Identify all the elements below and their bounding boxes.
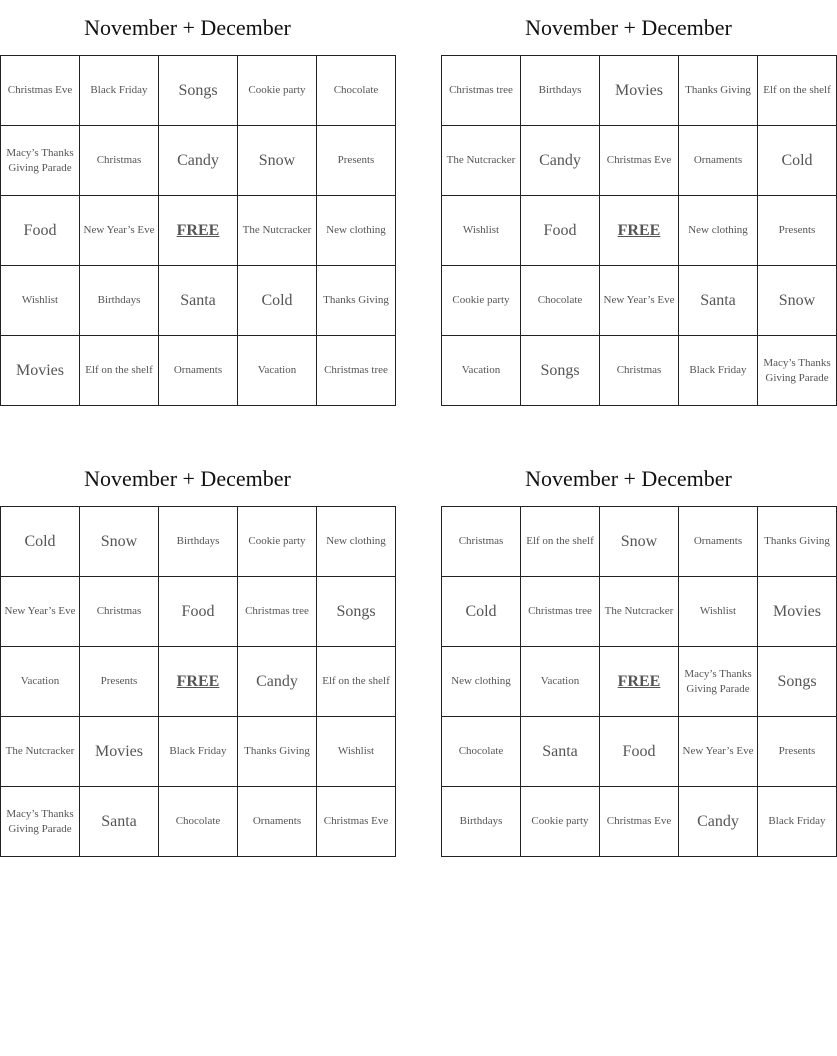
bingo-cell: Thanks Giving xyxy=(758,507,837,577)
bingo-cell: The Nutcracker xyxy=(600,577,679,647)
bingo-cell: Christmas xyxy=(600,336,679,406)
bingo-cell: New clothing xyxy=(679,196,758,266)
bingo-cell: Black Friday xyxy=(80,56,159,126)
free-space-cell: FREE xyxy=(600,647,679,717)
grid-row xyxy=(1,266,396,336)
bingo-cell: Cold xyxy=(442,577,521,647)
free-space-cell: FREE xyxy=(159,647,238,717)
grid-row xyxy=(442,787,837,857)
bingo-cell: New Year’s Eve xyxy=(600,266,679,336)
bingo-cell: Food xyxy=(600,717,679,787)
grid-row xyxy=(442,56,837,126)
bingo-cell: Santa xyxy=(159,266,238,336)
bingo-cell: Food xyxy=(1,196,80,266)
bingo-cell: Christmas tree xyxy=(317,336,396,406)
card-title: November + December xyxy=(525,466,732,491)
grid-row xyxy=(442,336,837,406)
bingo-cell: Christmas Eve xyxy=(600,787,679,857)
bingo-cell: Snow xyxy=(758,266,837,336)
bingo-cell: Cookie party xyxy=(442,266,521,336)
bingo-cell: Snow xyxy=(600,507,679,577)
bingo-card-1 xyxy=(0,0,389,406)
grid-row xyxy=(1,196,396,266)
bingo-cell: Cookie party xyxy=(238,507,317,577)
bingo-cell: New Year’s Eve xyxy=(679,717,758,787)
free-space-cell: FREE xyxy=(159,196,238,266)
bingo-cell: Songs xyxy=(159,56,238,126)
bingo-cell: Wishlist xyxy=(679,577,758,647)
bingo-card-4 xyxy=(441,451,830,857)
bingo-cell: Vacation xyxy=(1,647,80,717)
bingo-cell: Birthdays xyxy=(80,266,159,336)
grid-row xyxy=(442,126,837,196)
grid-row xyxy=(442,196,837,266)
card-title: November + December xyxy=(84,15,291,40)
grid-row xyxy=(442,717,837,787)
bingo-grid xyxy=(0,55,396,406)
bingo-cell: Black Friday xyxy=(159,717,238,787)
bingo-cell: Macy’s Thanks Giving Parade xyxy=(679,647,758,717)
bingo-cell: Birthdays xyxy=(521,56,600,126)
grid-row xyxy=(442,577,837,647)
grid-row xyxy=(442,647,837,717)
bingo-cell: The Nutcracker xyxy=(1,717,80,787)
bingo-cell: Christmas xyxy=(442,507,521,577)
bingo-cell: Vacation xyxy=(238,336,317,406)
bingo-cell: Vacation xyxy=(521,647,600,717)
bingo-cell: Thanks Giving xyxy=(317,266,396,336)
bingo-cell: Ornaments xyxy=(679,126,758,196)
bingo-cell: New clothing xyxy=(317,196,396,266)
bingo-cell: Candy xyxy=(159,126,238,196)
bingo-cell: Movies xyxy=(600,56,679,126)
bingo-cell: Christmas xyxy=(80,126,159,196)
bingo-cell: Birthdays xyxy=(159,507,238,577)
bingo-cell: Thanks Giving xyxy=(238,717,317,787)
bingo-cell: Food xyxy=(159,577,238,647)
bingo-cell: Candy xyxy=(521,126,600,196)
bingo-cell: Snow xyxy=(238,126,317,196)
bingo-grid xyxy=(0,506,396,857)
grid-row xyxy=(1,56,396,126)
bingo-cell: Ornaments xyxy=(159,336,238,406)
bingo-cell: Elf on the shelf xyxy=(521,507,600,577)
bingo-card-2 xyxy=(441,0,831,406)
bingo-cell: Black Friday xyxy=(679,336,758,406)
bingo-cell: Santa xyxy=(80,787,159,857)
bingo-grid xyxy=(441,55,837,406)
bingo-cell: Presents xyxy=(758,717,837,787)
bingo-cell: Food xyxy=(521,196,600,266)
card-title: November + December xyxy=(525,15,732,40)
bingo-cell: Cold xyxy=(238,266,317,336)
bingo-grid xyxy=(441,506,837,857)
bingo-cell: Ornaments xyxy=(679,507,758,577)
bingo-cell: Presents xyxy=(317,126,396,196)
bingo-cell: New clothing xyxy=(317,507,396,577)
grid-row xyxy=(442,507,837,577)
bingo-cell: Wishlist xyxy=(442,196,521,266)
grid-row xyxy=(1,126,396,196)
bingo-cell: Christmas tree xyxy=(521,577,600,647)
bingo-cell: Thanks Giving xyxy=(679,56,758,126)
bingo-cell: Cookie party xyxy=(521,787,600,857)
bingo-cell: Candy xyxy=(679,787,758,857)
bingo-cell: Songs xyxy=(521,336,600,406)
grid-row xyxy=(1,577,396,647)
bingo-cell: Movies xyxy=(80,717,159,787)
bingo-cell: Chocolate xyxy=(317,56,396,126)
grid-row xyxy=(1,507,396,577)
bingo-cell: Chocolate xyxy=(159,787,238,857)
bingo-cell: Black Friday xyxy=(758,787,837,857)
bingo-cell: Elf on the shelf xyxy=(317,647,396,717)
bingo-cell: Snow xyxy=(80,507,159,577)
card-title: November + December xyxy=(84,466,291,491)
bingo-cell: Elf on the shelf xyxy=(758,56,837,126)
bingo-cell: Candy xyxy=(238,647,317,717)
grid-row xyxy=(1,336,396,406)
bingo-cell: Santa xyxy=(521,717,600,787)
bingo-cell: Macy’s Thanks Giving Parade xyxy=(758,336,837,406)
bingo-cell: Christmas Eve xyxy=(600,126,679,196)
bingo-cell: Macy’s Thanks Giving Parade xyxy=(1,787,80,857)
bingo-cell: Cookie party xyxy=(238,56,317,126)
bingo-card-3 xyxy=(0,451,390,857)
bingo-cell: Vacation xyxy=(442,336,521,406)
bingo-cell: Ornaments xyxy=(238,787,317,857)
bingo-cell: Christmas xyxy=(80,577,159,647)
bingo-cell: Wishlist xyxy=(1,266,80,336)
bingo-cell: Elf on the shelf xyxy=(80,336,159,406)
bingo-cell: The Nutcracker xyxy=(238,196,317,266)
bingo-cell: Chocolate xyxy=(442,717,521,787)
grid-row xyxy=(1,787,396,857)
bingo-cell: New Year’s Eve xyxy=(80,196,159,266)
bingo-cell: Cold xyxy=(1,507,80,577)
bingo-cell: New Year’s Eve xyxy=(1,577,80,647)
grid-row xyxy=(1,717,396,787)
bingo-cell: Presents xyxy=(80,647,159,717)
free-space-cell: FREE xyxy=(600,196,679,266)
bingo-cell: Movies xyxy=(758,577,837,647)
bingo-cell: Christmas Eve xyxy=(1,56,80,126)
bingo-cell: Chocolate xyxy=(521,266,600,336)
bingo-cell: Macy’s Thanks Giving Parade xyxy=(1,126,80,196)
bingo-cell: Cold xyxy=(758,126,837,196)
bingo-cell: The Nutcracker xyxy=(442,126,521,196)
bingo-cell: Songs xyxy=(758,647,837,717)
grid-row xyxy=(1,647,396,717)
bingo-cell: Songs xyxy=(317,577,396,647)
grid-row xyxy=(442,266,837,336)
bingo-cell: Christmas tree xyxy=(238,577,317,647)
bingo-cell: New clothing xyxy=(442,647,521,717)
bingo-cell: Birthdays xyxy=(442,787,521,857)
bingo-cell: Wishlist xyxy=(317,717,396,787)
bingo-cell: Christmas Eve xyxy=(317,787,396,857)
bingo-cell: Santa xyxy=(679,266,758,336)
bingo-cell: Presents xyxy=(758,196,837,266)
bingo-cell: Christmas tree xyxy=(442,56,521,126)
bingo-cell: Movies xyxy=(1,336,80,406)
